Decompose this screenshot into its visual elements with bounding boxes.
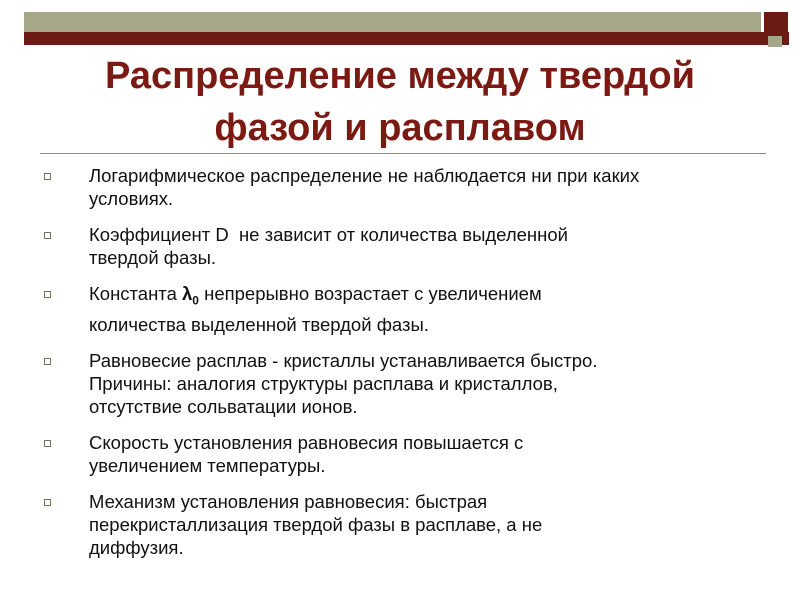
bullet-text-line: Скорость установления равновесия повышается с [89,431,524,453]
bullet-text-line: Логарифмическое распределение не наблюдается ни при каких [89,165,640,186]
lambda-glyph: λ [182,283,193,304]
lambda-symbol [182,283,199,308]
bullet-text-line: Коэффициент D не зависит от количества выделенной [89,224,568,245]
header-accent-band [24,32,789,45]
bullet-text-line: Равновесие расплав - кристаллы устанавливается быстро. [89,349,598,371]
hollow-square-icon [44,358,51,365]
hollow-square-icon [44,440,51,447]
slide-title [20,50,780,154]
hollow-square-icon [44,173,51,180]
corner-decor-small [768,36,782,47]
bullet-text-line: условиях. [89,188,174,209]
hollow-square-icon [44,499,51,506]
bullet-text-line: увеличением температуры. [89,454,326,476]
bullet-text-line: твердой фазы. [89,247,217,268]
hollow-square-icon [44,232,51,239]
bullet-text-line: перекристаллизация твердой фазы в расплаве, а не [89,513,543,535]
title-divider [40,153,766,154]
bullet-text-segment: Константа [89,283,182,304]
bullet-item [44,490,764,559]
slide-title-line-2: фазой и расплавом [214,107,586,149]
corner-decor-block [764,12,788,32]
bullet-text-line: Механизм установления равновесия: быстрая [89,490,488,512]
bullet-item [44,349,764,418]
bullet-text-line: Причины: аналогия структуры расплава и кристаллов, [89,372,558,394]
bullet-text-line [89,282,764,313]
lambda-subscript: 0 [192,293,199,308]
bullet-item [44,164,764,210]
bullet-text-segment: непрерывно возрастает с увеличением [198,283,542,304]
bullet-text-line: отсутствие сольватации ионов. [89,395,358,417]
bullet-text-line: количества выделенной твердой фазы. [89,313,429,335]
bullet-item [44,282,764,336]
header-decor-bar [24,12,761,32]
slide-title-line-1: Распределение между твердой [105,55,695,97]
bullet-item [44,431,764,477]
bullet-list [44,164,764,572]
bullet-item [44,223,764,269]
bullet-text-line: диффузия. [89,536,184,558]
hollow-square-icon [44,291,51,298]
